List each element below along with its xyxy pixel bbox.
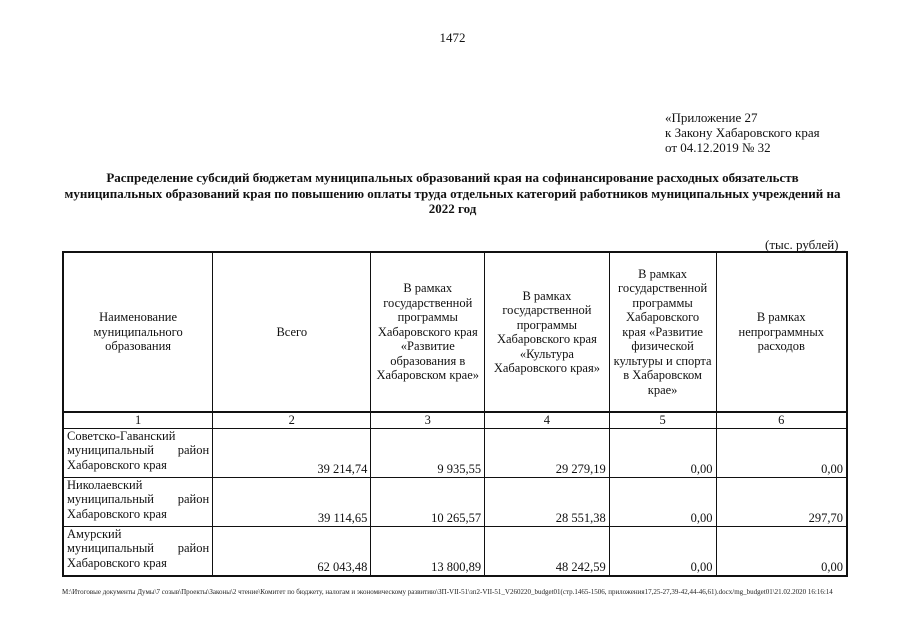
appendix-reference — [665, 110, 820, 155]
municipality-name — [63, 477, 213, 526]
column-number: 2 — [213, 412, 371, 428]
nonprogram-cell: 0,00 — [716, 526, 847, 576]
municipality-name — [63, 428, 213, 477]
table-row — [63, 526, 847, 576]
column-number: 3 — [371, 412, 485, 428]
column-number: 1 — [63, 412, 213, 428]
header-culture: В рамках государственной программы Хабаровского края «Культура Хабаровского края» — [485, 252, 610, 412]
education-cell: 9 935,55 — [371, 428, 485, 477]
table-header-row — [63, 252, 847, 412]
name-line: Амурский — [67, 526, 122, 541]
appendix-line: от 04.12.2019 № 32 — [665, 140, 771, 155]
culture-cell: 48 242,59 — [485, 526, 610, 576]
header-nonprogram: В рамках непрограммных расходов — [716, 252, 847, 412]
total-cell: 39 214,74 — [213, 428, 371, 477]
name-line: Советско-Гаванский — [67, 428, 176, 443]
units-label: (тыс. рублей) — [765, 237, 839, 252]
file-path-footer: M:\Итоговые документы Думы\7 созыв\Проекты\Законы\2 чтение\Комитет по бюджету, налогам и экономическому развитию\ЗП-VII-51\зп2-VII-51_V260220_budget01(стр.1465-1506, приложения17,25-27,39-42,44-46,61).docx/mg_budget01\21.02.2020 16:16:14 — [62, 588, 833, 596]
name-line: муниципальный район — [67, 541, 210, 555]
education-cell: 10 265,57 — [371, 477, 485, 526]
header-municipality: Наименование муниципального образования — [63, 252, 213, 412]
sport-cell: 0,00 — [609, 477, 716, 526]
municipality-name — [63, 526, 213, 576]
header-sport: В рамках государственной программы Хабаровского края «Развитие физической культуры и спорта в Хабаровском крае» — [609, 252, 716, 412]
total-cell: 39 114,65 — [213, 477, 371, 526]
nonprogram-cell: 297,70 — [716, 477, 847, 526]
document-title: Распределение субсидий бюджетам муниципальных образований края на софинансирование расходных обязательств муниципальных образований края по повышению оплаты труда отдельных категорий работников муниципальных учреждений на 2022 год — [64, 170, 841, 216]
header-total: Всего — [213, 252, 371, 412]
appendix-line: к Закону Хабаровского края — [665, 125, 820, 140]
education-cell: 13 800,89 — [371, 526, 485, 576]
culture-cell: 29 279,19 — [485, 428, 610, 477]
column-number: 4 — [485, 412, 610, 428]
table-row — [63, 428, 847, 477]
name-line: муниципальный район — [67, 492, 210, 506]
subsidies-table — [62, 251, 848, 577]
nonprogram-cell: 0,00 — [716, 428, 847, 477]
column-number: 5 — [609, 412, 716, 428]
name-line: муниципальный район — [67, 443, 210, 457]
sport-cell: 0,00 — [609, 428, 716, 477]
name-line: Хабаровского края — [67, 555, 167, 570]
column-number-row — [63, 412, 847, 428]
total-cell: 62 043,48 — [213, 526, 371, 576]
culture-cell: 28 551,38 — [485, 477, 610, 526]
name-line: Николаевский — [67, 477, 143, 492]
table-row — [63, 477, 847, 526]
header-education: В рамках государственной программы Хабаровского края «Развитие образования в Хабаровском крае» — [371, 252, 485, 412]
name-line: Хабаровского края — [67, 506, 167, 521]
appendix-line: «Приложение 27 — [665, 110, 758, 125]
column-number: 6 — [716, 412, 847, 428]
sport-cell: 0,00 — [609, 526, 716, 576]
page-number: 1472 — [439, 30, 466, 45]
name-line: Хабаровского края — [67, 457, 167, 472]
